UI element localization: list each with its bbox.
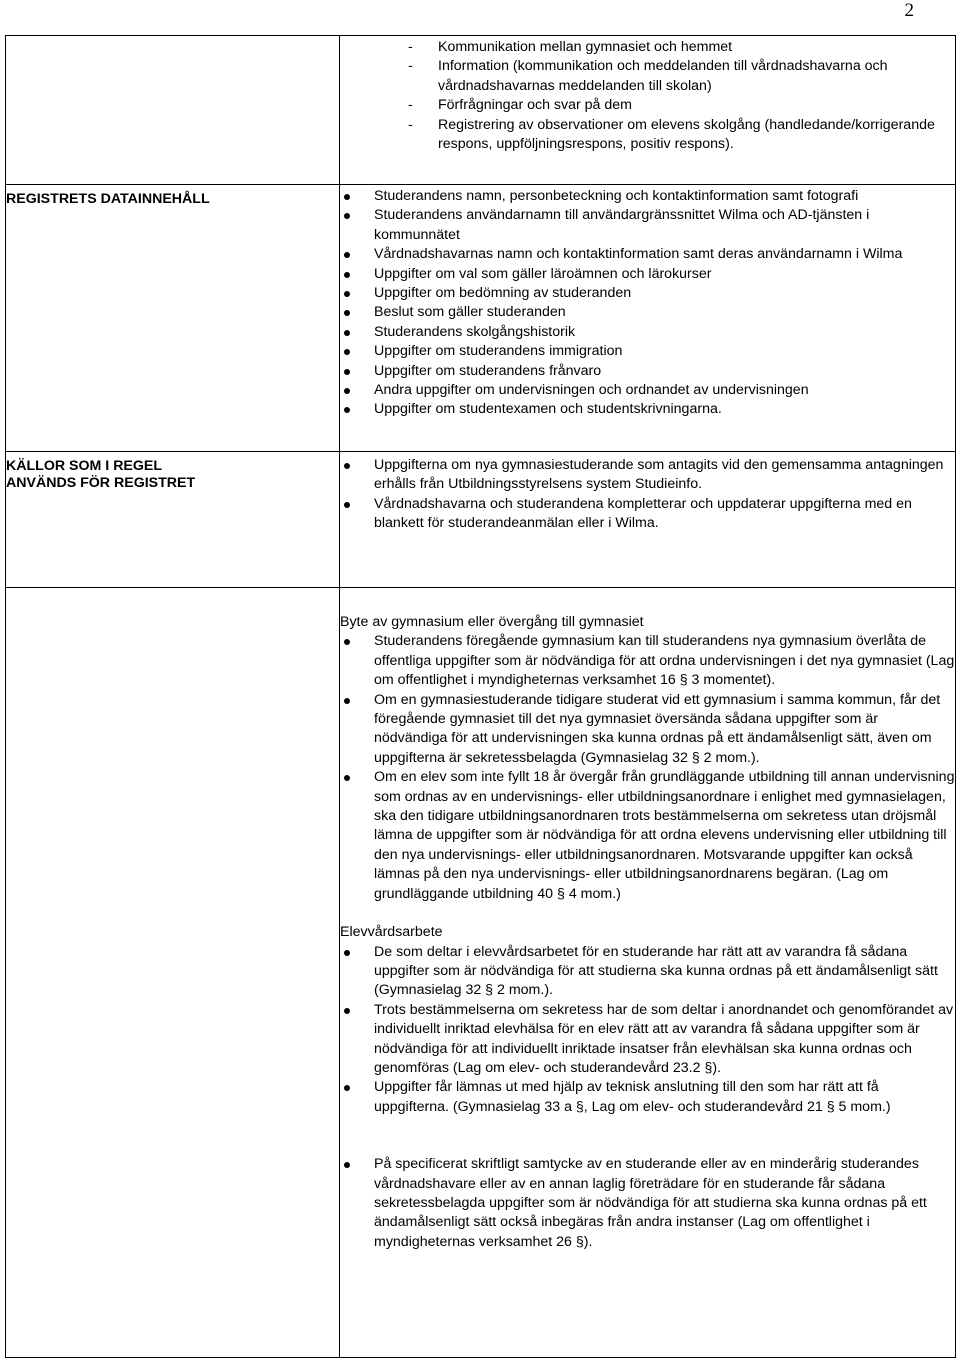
bullet-icon — [344, 291, 350, 297]
list-item: Uppgifter om studerandens frånvaro — [340, 362, 955, 381]
list-item: Uppgifter om val som gäller läroämnen och lärokurser — [340, 265, 955, 284]
bullet-icon — [344, 1085, 350, 1091]
bullet-icon — [344, 388, 350, 394]
list-item: Studerandens föregående gymnasium kan till studerandens nya gymnasium överlåta de offentliga uppgifter som är nödvändiga för att ordna undervisningen i det nya gymnasiet (Lag om offentlighet i myndigheternas verksamhet 16 § 3 momentet). — [340, 632, 955, 690]
list-item: På specificerat skriftligt samtycke av en studerande eller av en minderårig studerandes vårdnadshavare eller av en annan laglig företrädare för en studerande får sådana sekretessbelagda uppgifter som är nödvändiga för att studierna ska kunna ordnas på ett ändamålsenligt sätt också inbegäras från andra instanser (Lag om offentlighet i myndigheternas verksamhet 26 §). — [340, 1155, 955, 1252]
content-cell — [340, 452, 956, 588]
list-item: Om en elev som inte fyllt 18 år övergår från grundläggande utbildning till annan undervisning som ordnas av en undervisnings- eller utbildningsanordnare i enlighet med gymnasielagen, ska den tidigare utbildningsanordnaren trots bestämmelserna om sekretess utan dröjsmål lämna de uppgifter som är nödvändiga för att ordna elevens undervisning eller utbildning till den nya undervisnings- eller utbildningsanordnaren. Motsvarande uppgifter kan också lämnas på den nya undervisnings- eller utbildningsanordnarens begäran. (Lag om grundläggande utbildning 40 § 4 mom.) — [340, 768, 955, 904]
list-item: Andra uppgifter om undervisningen och ordnandet av undervisningen — [340, 381, 955, 400]
list-item: Studerandens användarnamn till användargränssnittet Wilma och AD-tjänsten i kommunnätet — [340, 206, 955, 245]
table-row-sources — [6, 452, 956, 588]
list-item: Trots bestämmelserna om sekretess har de som deltar i anordnandet och genomförandet av individuellt inriktad elevhälsa för en elev rätt att av varandra få sådana uppgifter som är nödvändiga för att individuellt inriktade insatser från elevhälsan ska kunna ordnas och genomföras (Lag om elev- och studerandevård 23.2 §). — [340, 1001, 955, 1079]
list-item: Vårdnadshavarna och studerandena kompletterar och uppdaterar uppgifterna med en blankett för studerandeanmälan eller i Wilma. — [340, 495, 955, 534]
bullet-icon — [344, 310, 350, 316]
empty-label-cell — [6, 36, 340, 185]
bullet-icon — [344, 349, 350, 355]
list-item: Uppgifter om bedömning av studeranden — [340, 284, 955, 303]
dash-marker: - — [408, 58, 413, 75]
bullet-icon — [344, 330, 350, 336]
section-list — [340, 1155, 955, 1252]
section-list — [340, 943, 955, 1118]
purpose-list — [340, 38, 955, 154]
list-item: Studerandens skolgångshistorik — [340, 323, 955, 342]
content-cell — [340, 185, 956, 452]
page-number: 2 — [904, 0, 914, 21]
label-cell — [6, 452, 340, 588]
section-title: Byte av gymnasium eller övergång till gymnasiet — [340, 614, 644, 630]
bullet-icon — [344, 775, 350, 781]
list-item: Uppgifter om studentexamen och studentskrivningarna. — [340, 400, 955, 419]
register-table — [5, 35, 956, 1358]
table-row-data-content — [6, 185, 956, 452]
list-item: Studerandens namn, personbeteckning och kontaktinformation samt fotografi — [340, 187, 955, 206]
bullet-icon — [344, 502, 350, 508]
bullet-icon — [344, 252, 350, 258]
bullet-icon — [344, 194, 350, 200]
table-row-disclosure — [6, 588, 956, 1358]
section-list — [340, 632, 955, 904]
disclosure-section — [340, 923, 955, 1117]
label-cell — [6, 185, 340, 452]
purpose-cell — [340, 36, 956, 185]
dash-marker: - — [408, 97, 413, 114]
list-item: Uppgifter om studerandens immigration — [340, 342, 955, 361]
bullet-icon — [344, 463, 350, 469]
bullet-icon — [344, 639, 350, 645]
bullet-icon — [344, 369, 350, 375]
list-item: Om en gymnasiestuderande tidigare studerat vid ett gymnasium i samma kommun, får det föregående gymnasiet till det nya gymnasiet översända sådana uppgifter som är nödvändiga för att undervisningen ska kunna ordnas på ett ändamålsenligt sätt, även om uppgifterna är sekretessbelagda (Gymnasielag 32 § 2 mom.). — [340, 691, 955, 769]
bullet-icon — [344, 698, 350, 704]
table-row-purpose-continued — [6, 36, 956, 185]
list-item: Uppgifterna om nya gymnasiestuderande som antagits vid den gemensamma antagningen erhålls från Utbildningsstyrelsens system Studieinfo. — [340, 456, 955, 495]
row-heading-data-content: REGISTRETS DATAINNEHÅLL — [6, 191, 210, 207]
content-cell — [340, 588, 956, 1358]
list-item: Vårdnadshavarnas namn och kontaktinformation samt deras användarnamn i Wilma — [340, 245, 955, 264]
dash-marker: - — [408, 39, 413, 55]
list-item: - Information (kommunikation och meddelanden till vårdnadshavarna och vårdnadshavarnas meddelanden till skolan) — [408, 58, 888, 94]
bullet-icon — [344, 950, 350, 956]
sources-list — [340, 456, 955, 534]
list-item: - Kommunikation mellan gymnasiet och hemmet — [340, 38, 955, 57]
list-item: De som deltar i elevvårdsarbetet för en studerande har rätt att av varandra få sådana uppgifter som är nödvändiga för att studierna ska kunna ordnas på ett ändamålsenligt sätt (Gymnasielag 32 § 2 mom.). — [340, 943, 955, 1001]
disclosure-section — [340, 1155, 955, 1252]
section-title: Elevvårdsarbete — [340, 924, 443, 941]
dash-marker: - — [408, 116, 413, 133]
bullet-icon — [344, 272, 350, 278]
bullet-icon — [344, 407, 350, 413]
list-item: Uppgifter får lämnas ut med hjälp av teknisk anslutning till den som har rätt att få uppgifterna. (Gymnasielag 33 a §, Lag om elev- och studerandevård 21 § 5 mom.) — [340, 1078, 955, 1117]
bullet-icon — [344, 213, 350, 219]
data-content-list — [340, 187, 955, 420]
list-item: Beslut som gäller studeranden — [340, 303, 955, 322]
list-item: - Registrering av observationer om elevens skolgång (handledande/korrigerande respons, uppföljningsrespons, positiv respons). — [408, 116, 935, 153]
empty-label-cell — [6, 588, 340, 1358]
bullet-icon — [344, 1008, 350, 1014]
row-heading-sources: KÄLLOR SOM I REGEL ANVÄNDS FÖR REGISTRET — [6, 458, 196, 491]
bullet-icon — [344, 1162, 350, 1168]
list-item: - Förfrågningar och svar på dem — [340, 96, 955, 115]
disclosure-section — [340, 613, 955, 904]
